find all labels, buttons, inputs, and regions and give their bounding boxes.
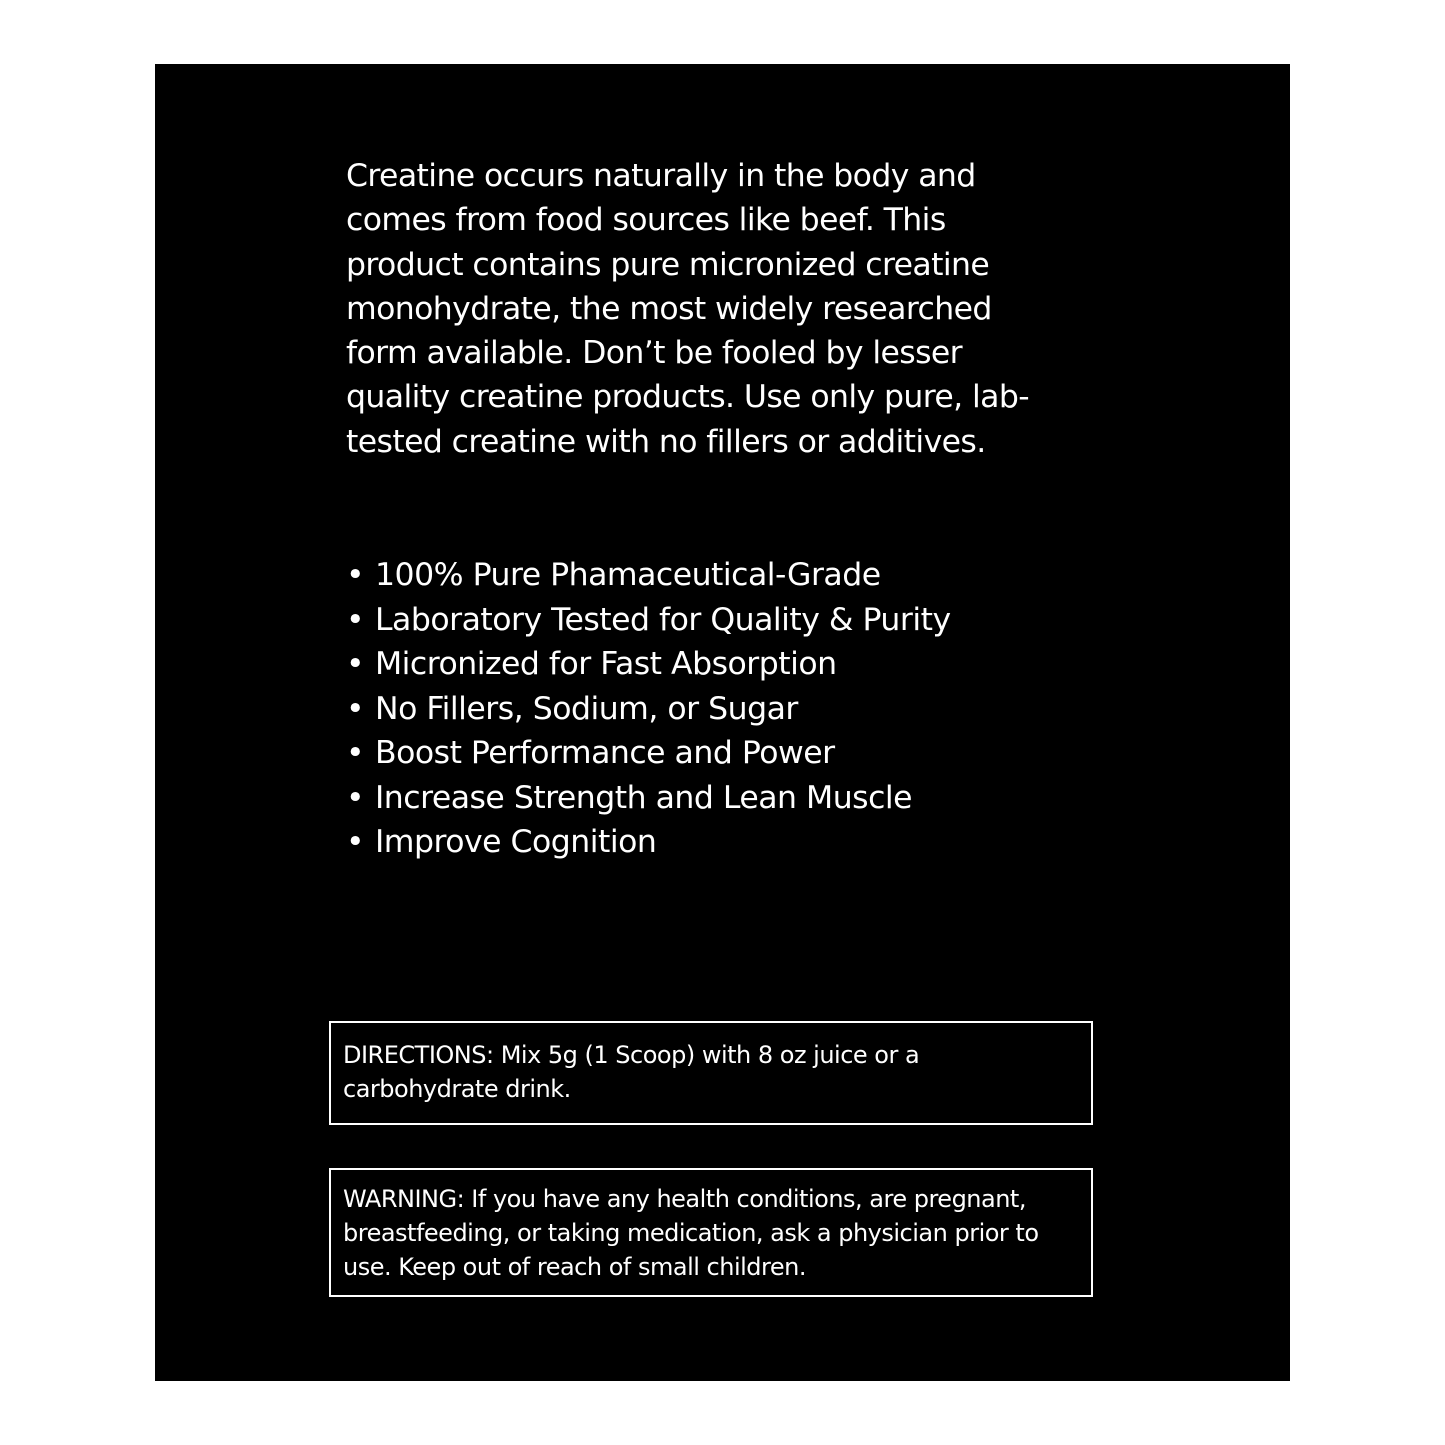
feature-text: Boost Performance and Power — [375, 735, 835, 771]
directions-text: DIRECTIONS: Mix 5g (1 Scoop) with 8 oz juice or a carbohydrate drink. — [343, 1041, 920, 1103]
feature-text: 100% Pure Phamaceutical-Grade — [375, 557, 881, 593]
bullet-icon: • — [346, 779, 365, 816]
feature-item — [346, 687, 951, 732]
feature-text: Laboratory Tested for Quality & Purity — [375, 601, 951, 638]
bullet-icon: • — [346, 557, 365, 593]
bullet-icon: • — [346, 646, 365, 682]
bullet-icon: • — [346, 690, 365, 727]
warning-box — [329, 1168, 1093, 1297]
feature-item — [346, 820, 951, 865]
feature-item — [346, 598, 951, 643]
feature-list — [346, 553, 951, 865]
feature-text: No Fillers, Sodium, or Sugar — [375, 690, 798, 727]
feature-item — [346, 776, 951, 821]
feature-text: Increase Strength and Lean Muscle — [375, 779, 913, 816]
bullet-icon: • — [346, 824, 365, 860]
bullet-icon: • — [346, 735, 365, 771]
bullet-icon: • — [346, 601, 365, 638]
warning-text: WARNING: If you have any health conditions, are pregnant, breastfeeding, or taking medication, ask a physician prior to use. Keep out of reach of small children. — [343, 1185, 1039, 1281]
feature-item — [346, 642, 951, 687]
feature-text: Micronized for Fast Absorption — [375, 646, 837, 682]
directions-box — [329, 1021, 1093, 1125]
feature-item — [346, 731, 951, 776]
product-description: Creatine occurs naturally in the body and comes from food sources like beef. This product contains pure micronized creatine monohydrate, the most widely researched form available. Don’t be fooled by lesser quality creatine products. Use only pure, lab-tested creatine with no fillers or additives. — [346, 158, 1030, 460]
feature-text: Improve Cognition — [375, 824, 657, 860]
feature-item — [346, 553, 951, 598]
